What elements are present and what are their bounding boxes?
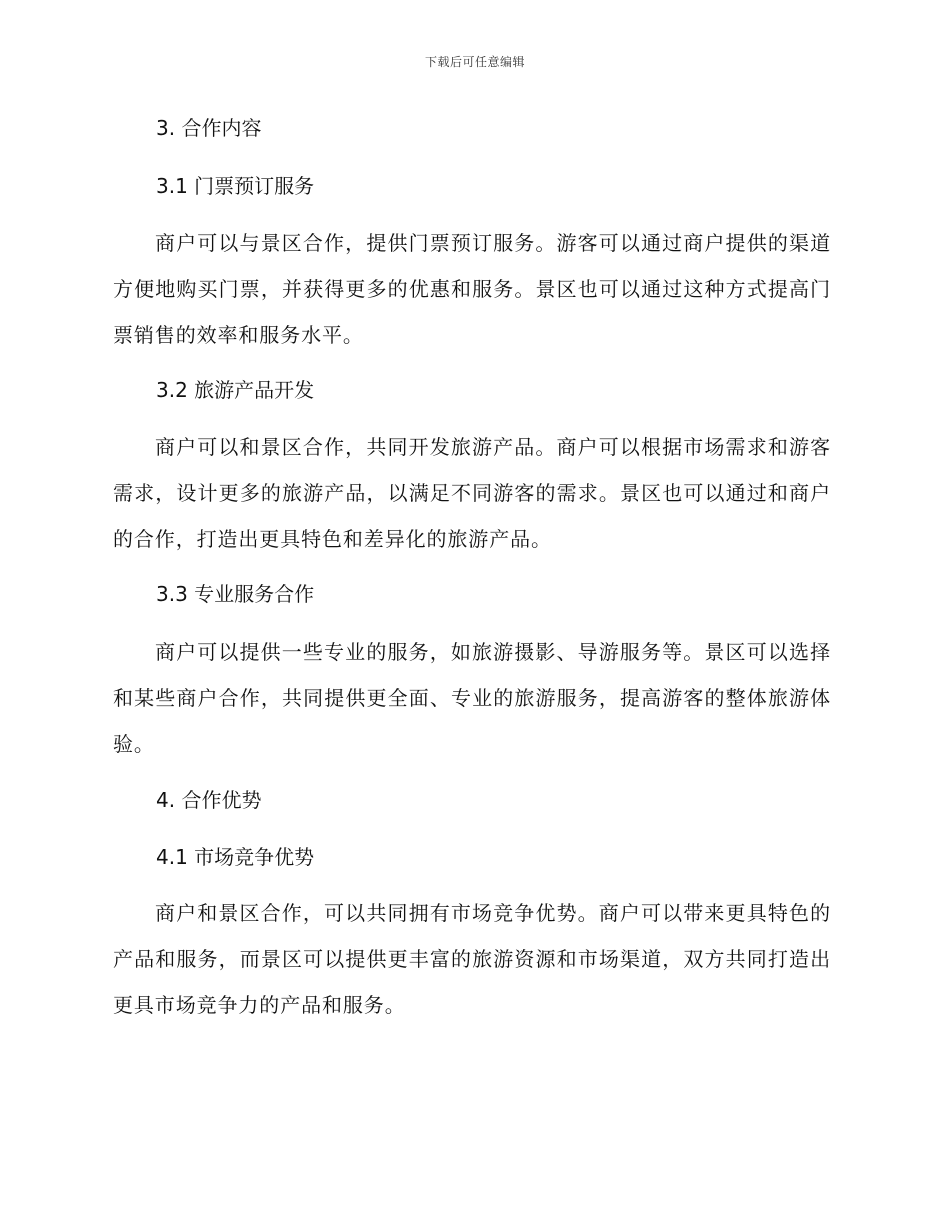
page-header-note: 下载后可任意编辑: [424, 55, 525, 69]
section-heading-3-3: 3.3 专业服务合作: [156, 582, 315, 606]
paragraph-4-1: 商户和景区合作，可以共同拥有市场竞争优势。商户可以带来更具特色的产品和服务，而景区可以提供更丰富的旅游资源和市场渠道，双方共同打造出更具市场竞争力的产品和服务。: [113, 901, 831, 1017]
section-heading-3-1: 3.1 门票预订服务: [156, 174, 315, 198]
section-heading-4-1: 4.1 市场竞争优势: [156, 845, 315, 869]
paragraph-3-2: 商户可以和景区合作，共同开发旅游产品。商户可以根据市场需求和游客需求，设计更多的旅游产品，以满足不同游客的需求。景区也可以通过和商户的合作，打造出更具特色和差异化的旅游产品。: [113, 435, 831, 551]
section-heading-3-2: 3.2 旅游产品开发: [156, 378, 315, 402]
section-heading-3: 3. 合作内容: [156, 116, 262, 140]
section-heading-4: 4. 合作优势: [156, 788, 262, 812]
paragraph-3-1: 商户可以与景区合作，提供门票预订服务。游客可以通过商户提供的渠道方便地购买门票，并获得更多的优惠和服务。景区也可以通过这种方式提高门票销售的效率和服务水平。: [113, 231, 831, 347]
paragraph-3-3: 商户可以提供一些专业的服务，如旅游摄影、导游服务等。景区可以选择和某些商户合作，共同提供更全面、专业的旅游服务，提高游客的整体旅游体验。: [113, 640, 831, 756]
